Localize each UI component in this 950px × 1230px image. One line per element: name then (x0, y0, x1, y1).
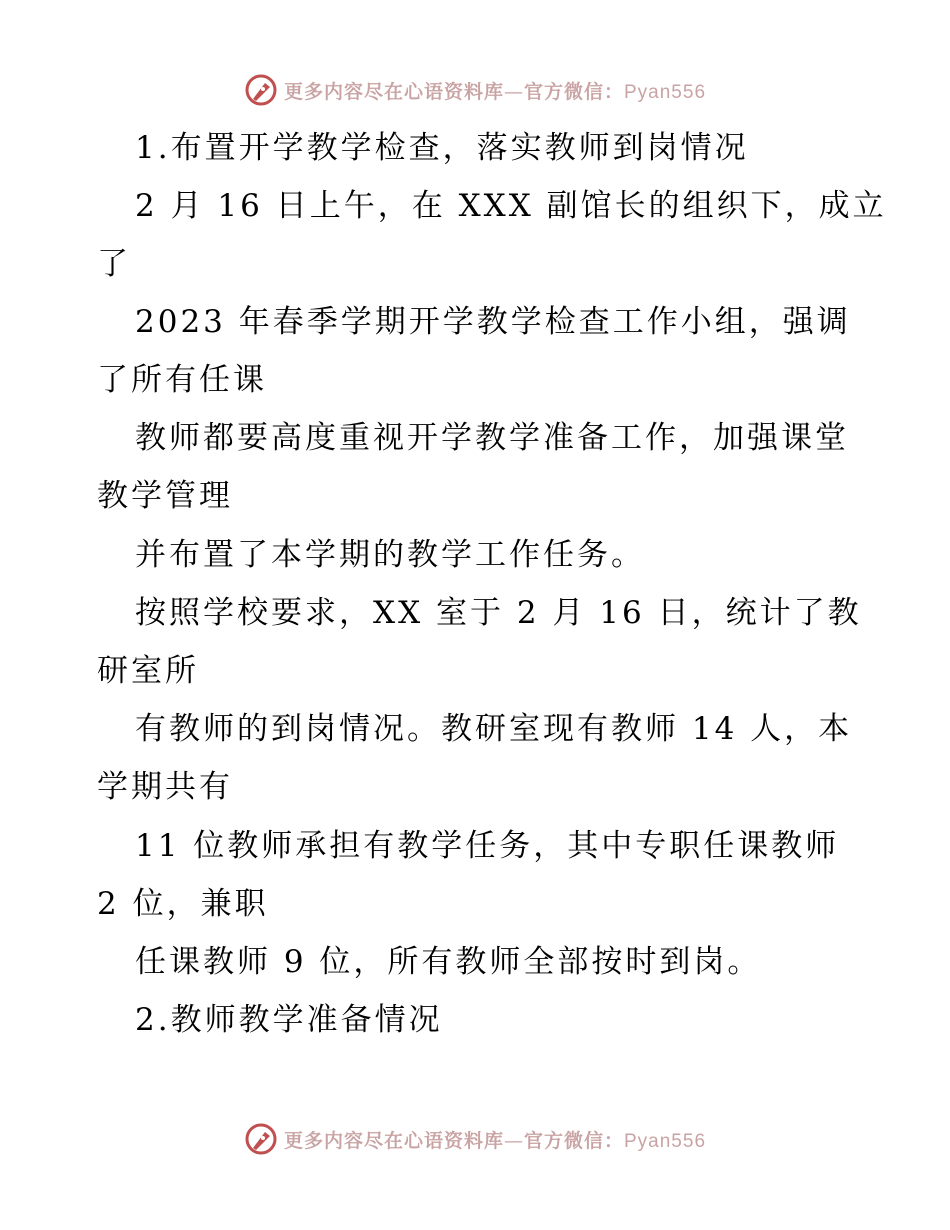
text-line: 学期共有 (97, 769, 233, 805)
text-line: 并布置了本学期的教学工作任务。 (135, 537, 645, 573)
footer-banner-separator: — (503, 1129, 524, 1152)
header-banner (0, 70, 950, 110)
text-line: 1.布置开学教学检查，落实教师到岗情况 (135, 130, 749, 166)
text-line: 11 位教师承担有教学任务，其中专职任课教师 (135, 828, 840, 864)
footer-banner (0, 1119, 950, 1159)
header-banner-separator: — (503, 80, 524, 103)
text-line: 了 (97, 246, 131, 282)
text-line: 研室所 (97, 653, 199, 689)
header-banner-contact-label: 官方微信： (523, 80, 624, 103)
text-line: 教师都要高度重视开学教学准备工作，加强课堂 (135, 420, 849, 456)
text-line: 2023 年春季学期开学教学检查工作小组，强调 (135, 304, 851, 340)
footer-banner-title: 更多内容尽在心语资料库 (283, 1129, 504, 1152)
text-line: 任课教师 9 位，所有教师全部按时到岗。 (135, 944, 762, 980)
footer-banner-contact-label: 官方微信： (523, 1129, 624, 1152)
text-line: 2 月 16 日上午，在 XXX 副馆长的组织下，成立 (135, 188, 887, 224)
text-line: 按照学校要求，XX 室于 2 月 16 日，统计了教 (135, 595, 862, 631)
header-banner-contact-id: Pyan556 (624, 81, 707, 103)
header-banner-text (284, 77, 706, 104)
footer-banner-text (284, 1126, 706, 1153)
text-line: 教学管理 (97, 478, 233, 514)
pen-nib-logo-icon (244, 1122, 278, 1156)
footer-banner-contact-id: Pyan556 (624, 1130, 707, 1152)
text-line: 2.教师教学准备情况 (135, 1002, 443, 1038)
header-banner-title: 更多内容尽在心语资料库 (283, 80, 504, 103)
text-line: 2 位，兼职 (97, 886, 269, 922)
text-line: 了所有任课 (97, 362, 267, 398)
text-line: 有教师的到岗情况。教研室现有教师 14 人，本 (135, 711, 853, 747)
pen-nib-logo-icon (244, 73, 278, 107)
